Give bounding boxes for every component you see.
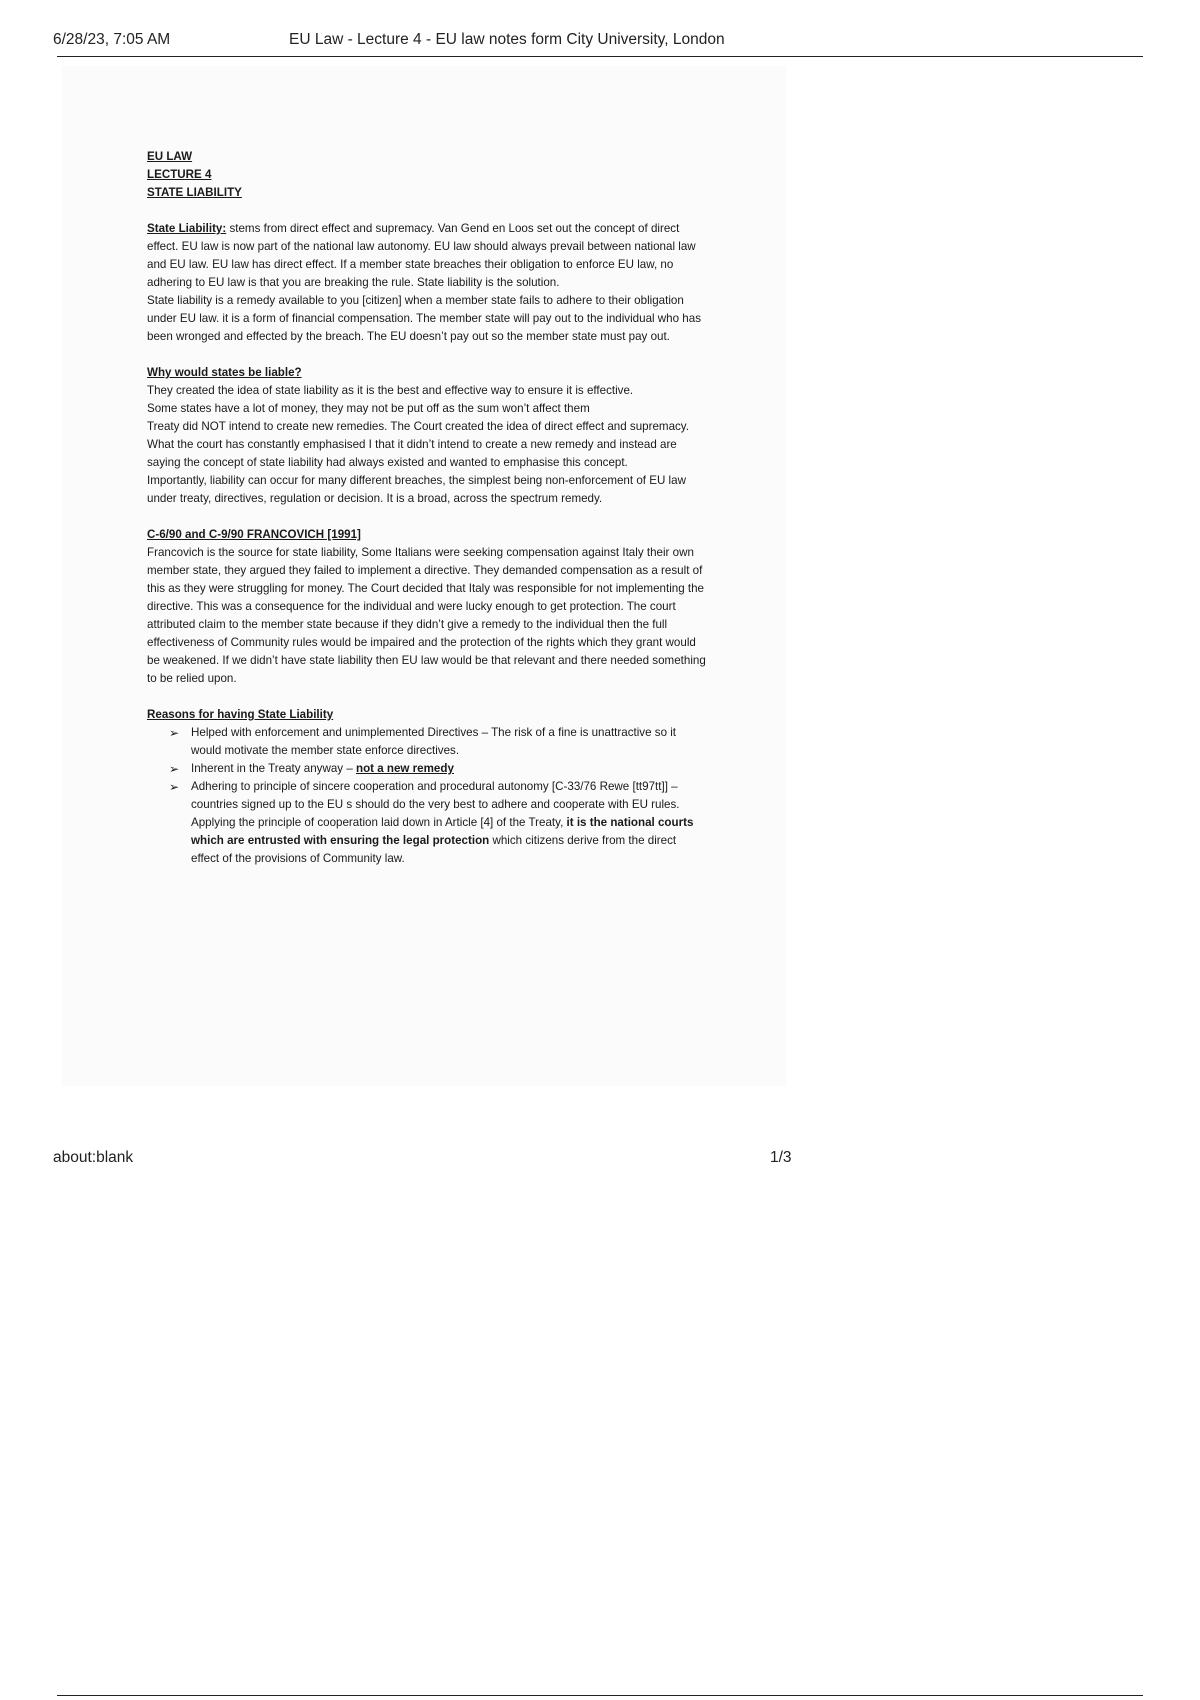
reason-text: Adhering to principle of sincere cooperation and procedural autonomy [C-33/76 Rewe [tt97tt]] – countries signed up to the EU s should do the very best to adhere and cooperate with EU rules. (191, 780, 680, 811)
state-liability-remedy-paragraph: State liability is a remedy available to you [citizen] when a member state fails to adhere to their obligation under EU law. it is a form of financial compensation. The member state will pay out to the individual who has been wronged and effected by the breach. The EU doesn’t pay out so the member state must pay out. (147, 294, 701, 343)
heading-eu-law: EU LAW (147, 150, 193, 163)
document-body (147, 148, 707, 868)
list-item (169, 760, 707, 778)
print-document-title: EU Law - Lecture 4 - EU law notes form City University, London (289, 31, 725, 48)
cooperation-text-pre: Applying the principle of cooperation laid down in Article [4] of the Treaty, (191, 816, 567, 829)
state-liability-text: stems from direct effect and supremacy. Van Gend en Loos set out the concept of direct effect. EU law is now part of the national law autonomy. EU law should always prevail between national law and EU law. EU law has direct effect. If a member state breaches their obligation to enforce EU law, no adhering to EU law is that you are breaking the rule. State liability is the solution. (147, 222, 696, 289)
arrow-bullet-icon: ➢ (169, 780, 180, 794)
state-liability-paragraph (147, 220, 707, 292)
heading-lecture: LECTURE 4 (147, 168, 212, 181)
print-date: 6/28/23, 7:05 AM (53, 31, 171, 48)
print-url: about:blank (53, 1149, 134, 1166)
why-liable-paragraph-4: Importantly, liability can occur for many different breaches, the simplest being non-enforcement of EU law under treaty, directives, regulation or decision. It is a broad, across the spectrum remedy. (147, 474, 686, 505)
heading-francovich: C-6/90 and C-9/90 FRANCOVICH [1991] (147, 528, 361, 541)
print-footer (53, 1149, 793, 1171)
reason-text: Inherent in the Treaty anyway – (191, 762, 356, 775)
heading-why-liable: Why would states be liable? (147, 366, 302, 379)
print-header (53, 30, 1143, 58)
arrow-bullet-icon: ➢ (169, 726, 180, 740)
reason-text: Helped with enforcement and unimplemented Directives – The risk of a fine is unattractive so it would motivate the member state enforce directives. (191, 726, 677, 757)
footer-rule (57, 1695, 1143, 1696)
reasons-list (147, 724, 707, 814)
why-liable-paragraph-1: They created the idea of state liability as it is the best and effective way to ensure it is effective. (147, 384, 634, 397)
cooperation-paragraph (147, 814, 707, 868)
reason-emphasis: not a new remedy (355, 762, 454, 775)
cooperation-text-post: which citizens derive from the direct effect of the provisions of Community law. (191, 834, 677, 865)
why-liable-paragraph-2: Some states have a lot of money, they may not be put off as the sum won’t affect them (147, 402, 590, 415)
arrow-bullet-icon: ➢ (169, 762, 180, 776)
header-rule (57, 56, 1143, 57)
cooperation-text-bold: it is the national courts which are entrusted with ensuring the legal protection (191, 816, 694, 847)
why-liable-paragraph-3: Treaty did NOT intend to create new remedies. The Court created the idea of direct effect and supremacy. What the court has constantly emphasised I that it didn’t intend to create a new remedy and instead are saying the concept of state liability had always existed and wanted to emphasise this concept. (147, 420, 689, 469)
list-item (169, 724, 707, 760)
heading-reasons: Reasons for having State Liability (147, 708, 334, 721)
state-liability-lead: State Liability: (147, 222, 227, 235)
heading-state-liability: STATE LIABILITY (147, 186, 242, 199)
francovich-paragraph: Francovich is the source for state liability, Some Italians were seeking compensation against Italy their own member state, they argued they failed to implement a directive. They demanded compensation as a result of this as they were struggling for money. The Court decided that Italy was responsible for not implementing the directive. This was a consequence for the individual and were lucky enough to get protection. The court attributed claim to the member state because if they didn’t give a remedy to the individual then the full effectiveness of Community rules would be impaired and the protection of the rights which they grant would be weakened. If we didn’t have state liability then EU law would be that relevant and there needed something to be relied upon. (147, 546, 706, 685)
list-item (169, 778, 707, 814)
page-number: 1/3 (770, 1149, 792, 1166)
